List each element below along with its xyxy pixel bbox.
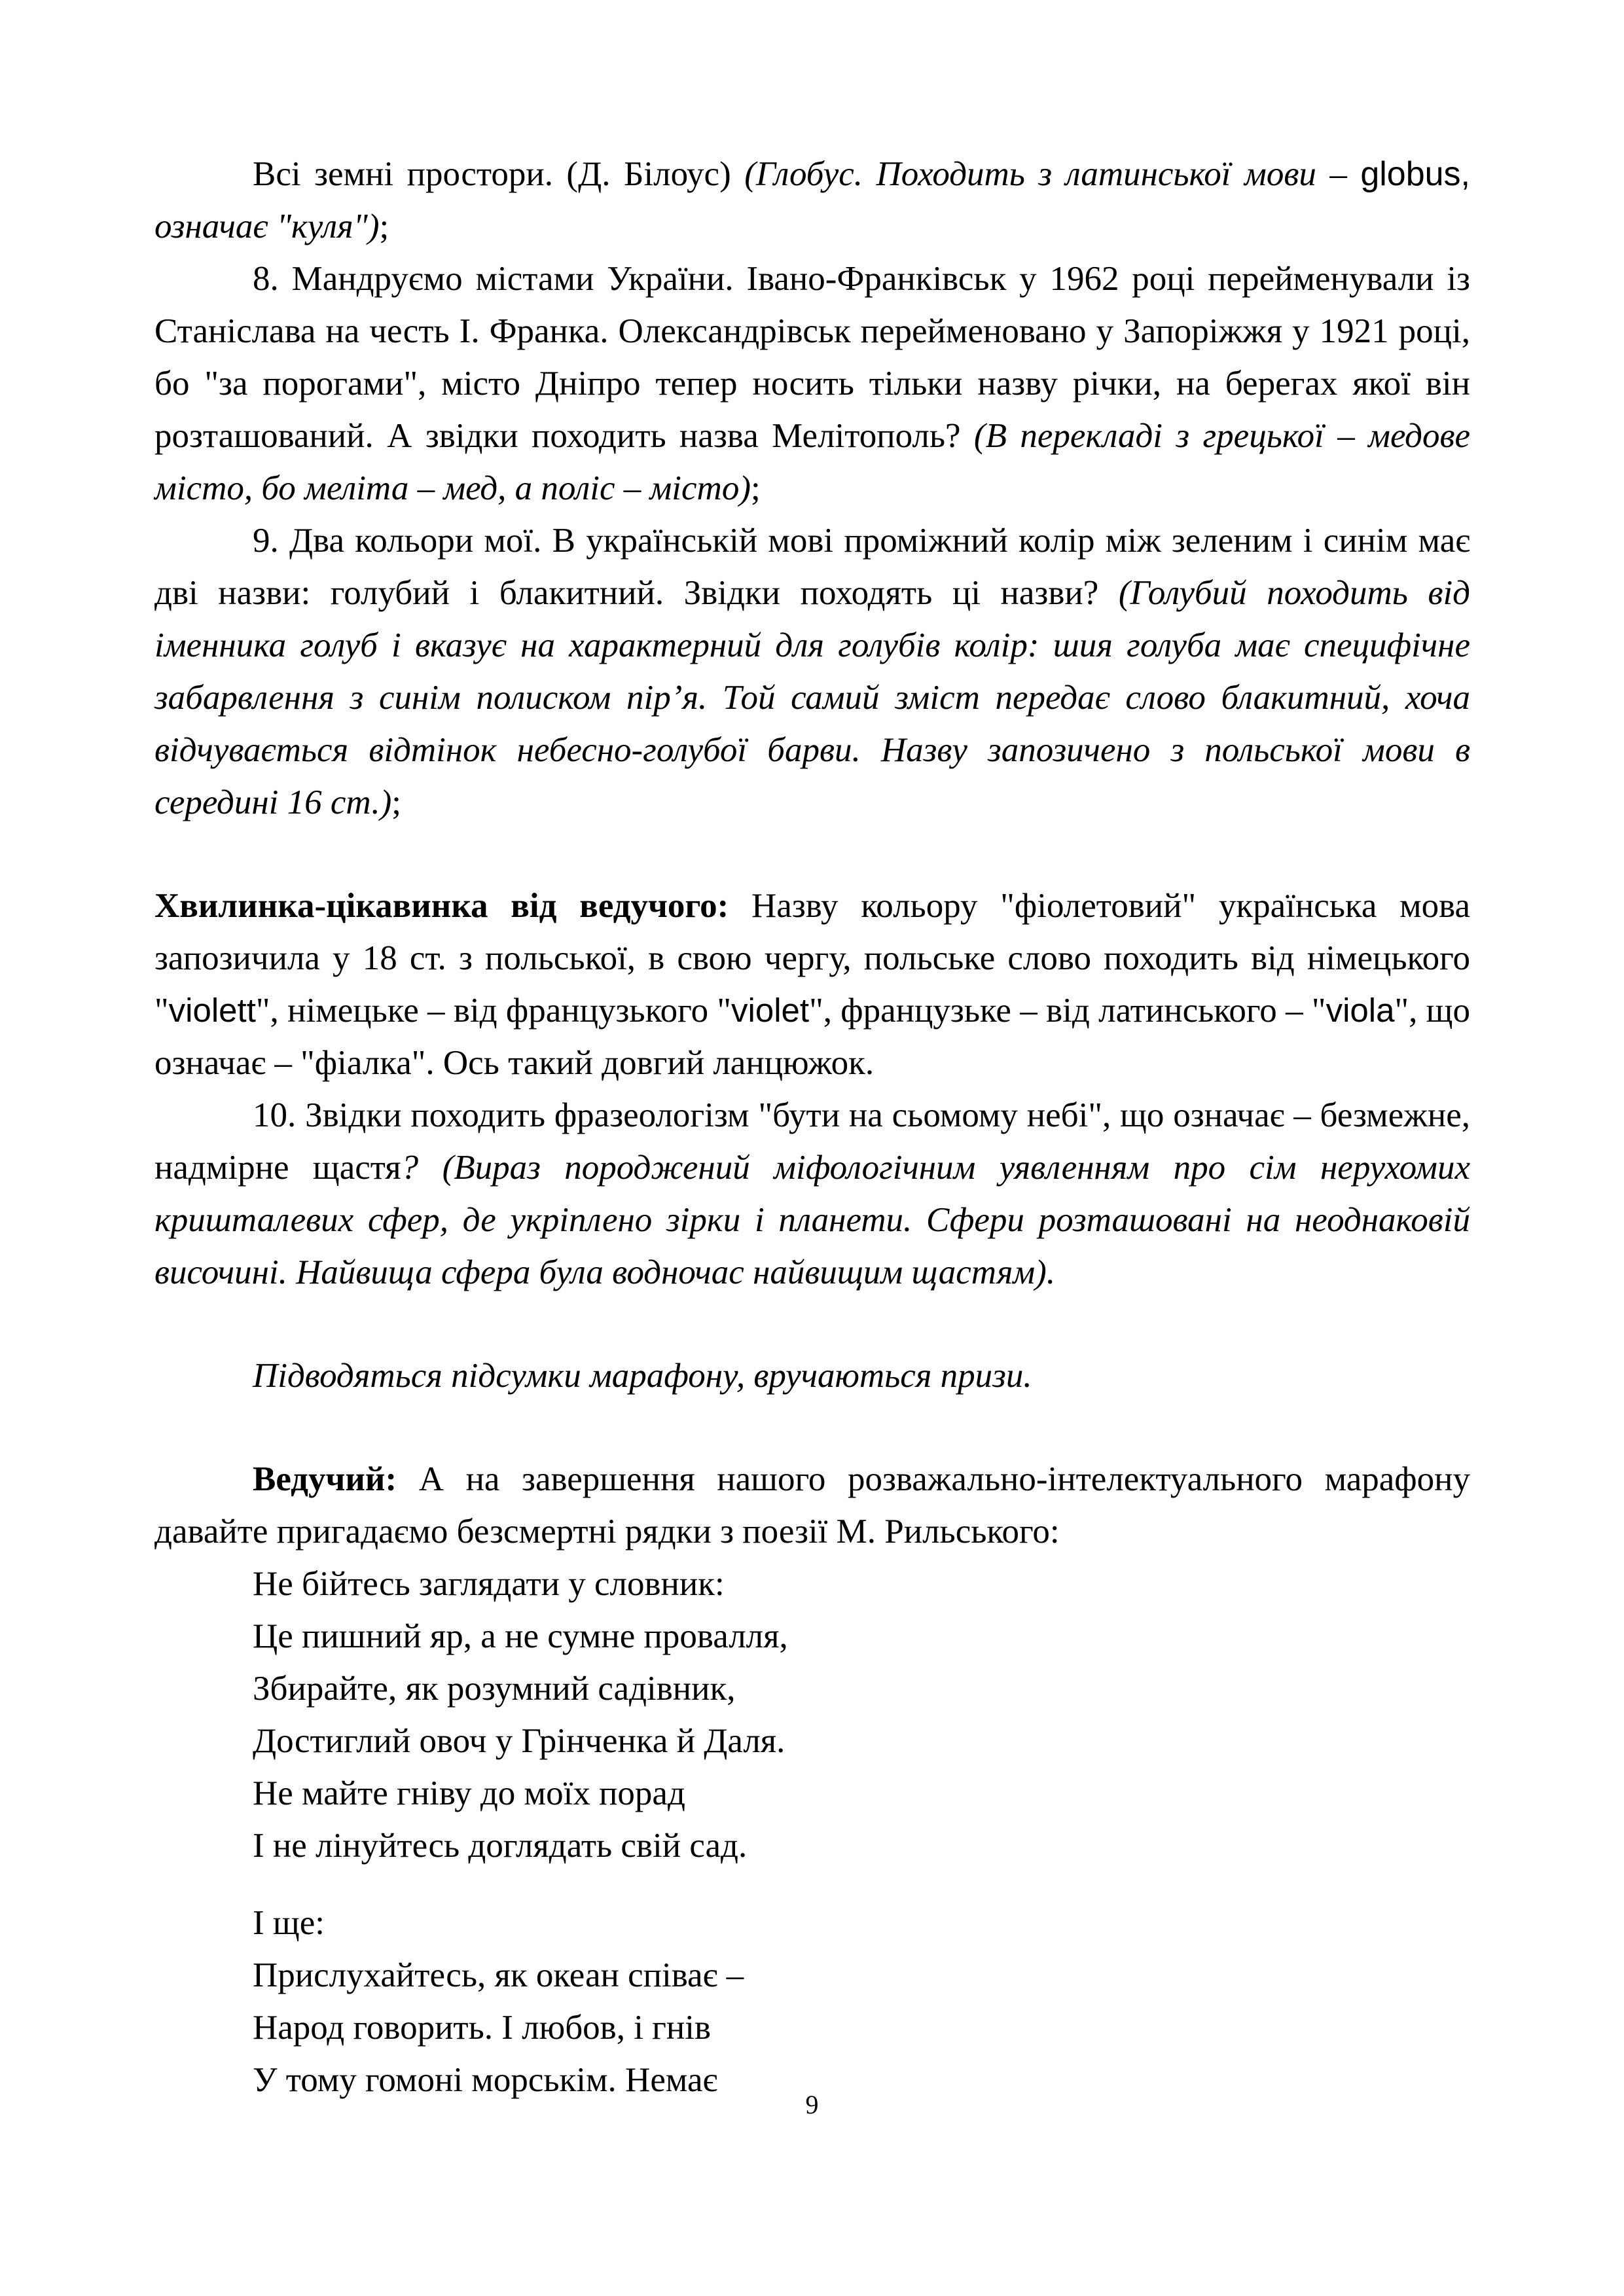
poem-stanza-2 — [154, 1897, 1470, 2106]
poem-line: Прислухайтесь, як океан співає – — [253, 1956, 744, 1994]
italic-answer: (Вираз породжений міфологічним уявленням про сім нерухомих кришталевих сфер, де укріплено зірки і планети. Сфери розташовані на неоднаковій височині. Найвища сфера була водночас найвищим щастям). — [154, 1149, 1470, 1291]
poem-intro: І ще: — [253, 1904, 325, 1942]
foreign-word: globus, — [1360, 155, 1470, 193]
italic-answer: (В перекладі з грецької – медове місто, бо меліта – мед, а поліс – місто) — [154, 417, 1470, 507]
text: ", німецьке – від французького " — [255, 992, 732, 1030]
italic-answer: означає "куля") — [154, 207, 380, 245]
summary-note: Підводяться підсумки марафону, вручаються призи. — [253, 1357, 1032, 1395]
punctuation: ; — [379, 207, 389, 245]
poem-line: Це пишний яр, а не сумне провалля, — [253, 1617, 788, 1655]
question-9 — [154, 514, 1470, 829]
poem-line: І не лінуйтесь доглядать свій сад. — [253, 1827, 748, 1865]
text: Назву кольору "фіолетовий" українська мова запозичила у 18 ст. з польської, в свою чергу, польське слово походить від німецького " — [154, 887, 1470, 1030]
page-number: 9 — [805, 2090, 819, 2119]
foreign-word: violet — [731, 992, 810, 1029]
punctuation: ; — [391, 783, 401, 821]
question-mark: ? — [401, 1149, 419, 1187]
poem-line: Народ говорить. І любов, і гнів — [253, 2009, 712, 2047]
italic-answer: (Голубий походить від іменника голуб і вказує на характерний для голубів колір: шия голуба має специфічне забарвлення з синім полиском пір’я. Той самий зміст передає слово блакитний, хоча відчувається відтінок небесно-голубої барви. Назву запозичено з польської мови в середині 16 ст.) — [154, 574, 1470, 821]
text: Всі земні простори. (Д. Білоус) — [253, 155, 745, 193]
host-paragraph — [154, 1453, 1470, 1558]
fun-fact-paragraph — [154, 880, 1470, 1089]
punctuation: ; — [750, 469, 761, 507]
question-text: 8. Мандруємо містами України. Івано-Франківськ у 1962 році перейменували із Станіслава на честь І. Франка. Олександрівськ перейменовано у Запоріжжя у 1921 році, бо "за порогами", місто Дніпро тепер носить тільки назву річки, на берегах якої він розташований. А звідки походить назва Мелітополь? — [154, 260, 1470, 455]
poem-line: Збирайте, як розумний садівник, — [253, 1670, 736, 1708]
question-10 — [154, 1089, 1470, 1299]
question-text: 10. Звідки походить фразеологізм "бути на сьомому небі", що означає – безмежне, надмірне щастя — [154, 1096, 1470, 1187]
poem-stanza-1 — [154, 1558, 1470, 1872]
question-8 — [154, 253, 1470, 514]
text: ", що означає – "фіалка". Ось такий довгий ланцюжок. — [154, 992, 1470, 1082]
text: ", французьке – від латинського – " — [809, 992, 1326, 1030]
italic-answer: (Глобус. Походить з латинської мови – — [744, 155, 1361, 193]
poem-line: Не бійтесь заглядати у словник: — [253, 1565, 725, 1603]
poem-line: Не майте гніву до моїх порад — [253, 1774, 685, 1812]
fun-fact-label: Хвилинка-цікавинка від ведучого: — [154, 887, 729, 925]
question-text: 9. Два кольори мої. В українській мові проміжний колір між зеленим і синім має дві назви: голубий і блакитний. Звідки походять ці назви? — [154, 522, 1470, 612]
host-label: Ведучий: — [253, 1460, 397, 1498]
poem-line: Достиглий овоч у Грінченка й Даля. — [253, 1722, 785, 1760]
host-text: А на завершення нашого розважально-інтелектуального марафону давайте пригадаємо безсмертні рядки з поезії М. Рильського: — [154, 1460, 1470, 1551]
foreign-word: viola — [1326, 992, 1395, 1029]
poem-line: У тому гомоні морськім. Немає — [253, 2061, 718, 2099]
foreign-word: violett — [168, 992, 256, 1029]
paragraph-globus — [154, 148, 1470, 253]
document-body — [154, 148, 1470, 2106]
